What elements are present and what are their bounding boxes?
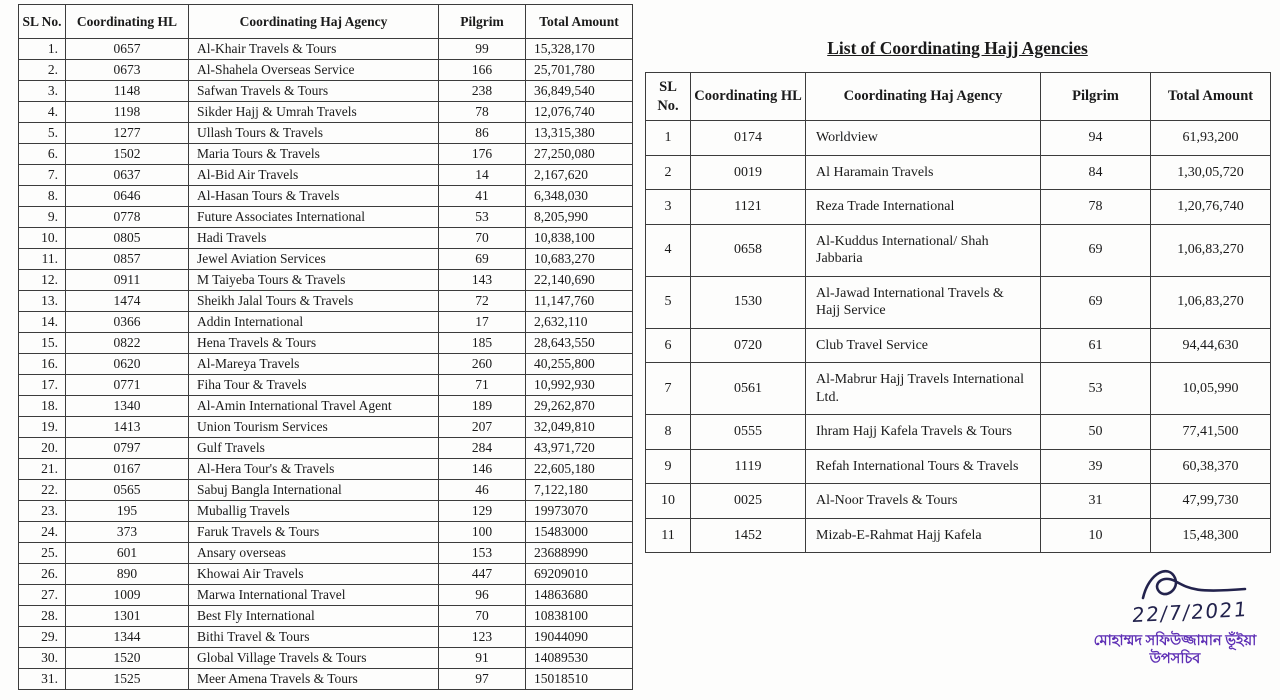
hl-cell: 1009 [66,585,189,606]
sl-cell: 11. [19,249,66,270]
table-row [19,123,633,144]
hl-cell: 0778 [66,207,189,228]
right-table-title: List of Coordinating Hajj Agencies [827,38,1088,58]
agency-cell: Sabuj Bangla International [189,480,439,501]
agency-cell: Al-Hera Tour's & Travels [189,459,439,480]
hl-cell: 601 [66,543,189,564]
amount-cell: 2,167,620 [526,165,633,186]
table-row [19,669,633,690]
amount-cell: 10,683,270 [526,249,633,270]
signature-block [1075,562,1275,668]
hl-cell: 0673 [66,60,189,81]
amount-cell: 15483000 [526,522,633,543]
agency-cell: Ullash Tours & Travels [189,123,439,144]
right-header-pilgrim: Pilgrim [1041,73,1151,121]
left-agency-table [18,4,633,690]
amount-cell: 43,971,720 [526,438,633,459]
left-header-coordinating-hl: Coordinating HL [66,5,189,39]
pilgrim-cell: 100 [439,522,526,543]
hl-cell: 0637 [66,165,189,186]
sl-cell: 10. [19,228,66,249]
pilgrim-cell: 31 [1041,484,1151,519]
table-row [19,186,633,207]
sl-cell: 23. [19,501,66,522]
agency-cell: Ansary overseas [189,543,439,564]
pilgrim-cell: 53 [439,207,526,228]
right-table-header-row [646,73,1271,121]
amount-cell: 40,255,800 [526,354,633,375]
hl-cell: 0771 [66,375,189,396]
amount-cell: 1,30,05,720 [1151,155,1271,190]
hl-cell: 1452 [691,518,806,553]
amount-cell: 60,38,370 [1151,449,1271,484]
amount-cell: 10,05,990 [1151,363,1271,415]
sl-cell: 2 [646,155,691,190]
table-row [19,270,633,291]
sl-cell: 27. [19,585,66,606]
left-table-header-row [19,5,633,39]
agency-cell: Hadi Travels [189,228,439,249]
table-row [19,522,633,543]
amount-cell: 69209010 [526,564,633,585]
agency-cell: Addin International [189,312,439,333]
amount-cell: 36,849,540 [526,81,633,102]
table-row [646,363,1271,415]
right-header-coordinating-hl: Coordinating HL [691,73,806,121]
amount-cell: 11,147,760 [526,291,633,312]
agency-cell: Bithi Travel & Tours [189,627,439,648]
table-row [19,249,633,270]
amount-cell: 19973070 [526,501,633,522]
sl-cell: 17. [19,375,66,396]
table-row [19,648,633,669]
sl-cell: 18. [19,396,66,417]
hl-cell: 0019 [691,155,806,190]
table-row [19,312,633,333]
table-row [19,585,633,606]
sl-cell: 16. [19,354,66,375]
agency-cell: Al-Amin International Travel Agent [189,396,439,417]
agency-cell: M Taiyeba Tours & Travels [189,270,439,291]
hl-cell: 0646 [66,186,189,207]
amount-cell: 15,328,170 [526,39,633,60]
hl-cell: 0025 [691,484,806,519]
sl-cell: 5. [19,123,66,144]
amount-cell: 1,06,83,270 [1151,276,1271,328]
pilgrim-cell: 96 [439,585,526,606]
right-header-total-amount: Total Amount [1151,73,1271,121]
left-header-sl-no: SL No. [19,5,66,39]
amount-cell: 10,992,930 [526,375,633,396]
sl-cell: 1. [19,39,66,60]
right-agency-table [645,72,1271,553]
right-header-sl-no: SL No. [646,73,691,121]
hl-cell: 0720 [691,328,806,363]
sl-cell: 3 [646,190,691,225]
pilgrim-cell: 189 [439,396,526,417]
hl-cell: 0620 [66,354,189,375]
hl-cell: 0822 [66,333,189,354]
agency-cell: Mizab-E-Rahmat Hajj Kafela [806,518,1041,553]
hl-cell: 1413 [66,417,189,438]
pilgrim-cell: 78 [439,102,526,123]
pilgrim-cell: 17 [439,312,526,333]
hl-cell: 0657 [66,39,189,60]
amount-cell: 25,701,780 [526,60,633,81]
agency-cell: Fiha Tour & Travels [189,375,439,396]
pilgrim-cell: 91 [439,648,526,669]
pilgrim-cell: 238 [439,81,526,102]
sl-cell: 15. [19,333,66,354]
table-row [19,606,633,627]
table-row [19,627,633,648]
table-row [19,291,633,312]
official-stamp [1075,632,1275,668]
sl-cell: 6. [19,144,66,165]
agency-cell: Best Fly International [189,606,439,627]
pilgrim-cell: 46 [439,480,526,501]
pilgrim-cell: 71 [439,375,526,396]
sl-cell: 26. [19,564,66,585]
pilgrim-cell: 39 [1041,449,1151,484]
amount-cell: 61,93,200 [1151,121,1271,156]
agency-cell: Al-Bid Air Travels [189,165,439,186]
amount-cell: 14863680 [526,585,633,606]
pilgrim-cell: 50 [1041,415,1151,450]
hl-cell: 1525 [66,669,189,690]
pilgrim-cell: 143 [439,270,526,291]
hl-cell: 1502 [66,144,189,165]
table-row [19,60,633,81]
agency-cell: Al-Khair Travels & Tours [189,39,439,60]
hl-cell: 0561 [691,363,806,415]
amount-cell: 94,44,630 [1151,328,1271,363]
sl-cell: 30. [19,648,66,669]
right-agency-table-section [645,72,1270,553]
sl-cell: 8 [646,415,691,450]
agency-cell: Sheikh Jalal Tours & Travels [189,291,439,312]
agency-cell: Khowai Air Travels [189,564,439,585]
table-row [19,564,633,585]
agency-cell: Worldview [806,121,1041,156]
table-row [19,480,633,501]
table-row [646,224,1271,276]
sl-cell: 25. [19,543,66,564]
hl-cell: 1474 [66,291,189,312]
agency-cell: Meer Amena Travels & Tours [189,669,439,690]
sl-cell: 13. [19,291,66,312]
pilgrim-cell: 176 [439,144,526,165]
pilgrim-cell: 78 [1041,190,1151,225]
sl-cell: 7 [646,363,691,415]
sl-cell: 21. [19,459,66,480]
hl-cell: 373 [66,522,189,543]
pilgrim-cell: 53 [1041,363,1151,415]
sl-cell: 9 [646,449,691,484]
pilgrim-cell: 129 [439,501,526,522]
hl-cell: 0658 [691,224,806,276]
sl-cell: 3. [19,81,66,102]
sl-cell: 24. [19,522,66,543]
pilgrim-cell: 69 [1041,276,1151,328]
table-row [646,484,1271,519]
pilgrim-cell: 70 [439,228,526,249]
pilgrim-cell: 97 [439,669,526,690]
hl-cell: 195 [66,501,189,522]
table-row [19,102,633,123]
agency-cell: Sikder Hajj & Umrah Travels [189,102,439,123]
sl-cell: 4. [19,102,66,123]
sl-cell: 29. [19,627,66,648]
hl-cell: 1198 [66,102,189,123]
amount-cell: 19044090 [526,627,633,648]
table-row [19,501,633,522]
hl-cell: 0857 [66,249,189,270]
hl-cell: 0805 [66,228,189,249]
agency-cell: Maria Tours & Travels [189,144,439,165]
sl-cell: 4 [646,224,691,276]
pilgrim-cell: 99 [439,39,526,60]
agency-cell: Al-Noor Travels & Tours [806,484,1041,519]
sl-cell: 28. [19,606,66,627]
amount-cell: 6,348,030 [526,186,633,207]
amount-cell: 15,48,300 [1151,518,1271,553]
handwritten-date: 22/7/2021 [1130,596,1250,628]
stamp-officer-designation: উপসচিব [1149,651,1201,668]
agency-cell: Faruk Travels & Tours [189,522,439,543]
sl-cell: 14. [19,312,66,333]
pilgrim-cell: 166 [439,60,526,81]
hl-cell: 0911 [66,270,189,291]
sl-cell: 1 [646,121,691,156]
pilgrim-cell: 284 [439,438,526,459]
amount-cell: 47,99,730 [1151,484,1271,519]
agency-cell: Refah International Tours & Travels [806,449,1041,484]
table-row [19,207,633,228]
pilgrim-cell: 10 [1041,518,1151,553]
left-agency-table-section [18,4,632,690]
hl-cell: 1530 [691,276,806,328]
pilgrim-cell: 61 [1041,328,1151,363]
pilgrim-cell: 153 [439,543,526,564]
pilgrim-cell: 207 [439,417,526,438]
table-row [19,543,633,564]
table-row [646,518,1271,553]
hl-cell: 1520 [66,648,189,669]
agency-cell: Al Haramain Travels [806,155,1041,190]
agency-cell: Al-Mareya Travels [189,354,439,375]
table-row [646,121,1271,156]
pilgrim-cell: 86 [439,123,526,144]
table-row [646,155,1271,190]
table-row [646,328,1271,363]
table-row [19,417,633,438]
amount-cell: 1,20,76,740 [1151,190,1271,225]
agency-cell: Al-Shahela Overseas Service [189,60,439,81]
table-row [646,415,1271,450]
hl-cell: 0797 [66,438,189,459]
sl-cell: 10 [646,484,691,519]
table-row [19,459,633,480]
agency-cell: Al-Hasan Tours & Travels [189,186,439,207]
hl-cell: 0167 [66,459,189,480]
sl-cell: 19. [19,417,66,438]
sl-cell: 12. [19,270,66,291]
amount-cell: 23688990 [526,543,633,564]
agency-cell: Jewel Aviation Services [189,249,439,270]
pilgrim-cell: 70 [439,606,526,627]
sl-cell: 11 [646,518,691,553]
amount-cell: 10838100 [526,606,633,627]
pilgrim-cell: 447 [439,564,526,585]
pilgrim-cell: 94 [1041,121,1151,156]
sl-cell: 7. [19,165,66,186]
left-header-agency: Coordinating Haj Agency [189,5,439,39]
table-row [19,81,633,102]
pilgrim-cell: 69 [439,249,526,270]
table-row [646,276,1271,328]
agency-cell: Gulf Travels [189,438,439,459]
amount-cell: 77,41,500 [1151,415,1271,450]
pilgrim-cell: 41 [439,186,526,207]
amount-cell: 28,643,550 [526,333,633,354]
hl-cell: 0366 [66,312,189,333]
hl-cell: 1121 [691,190,806,225]
amount-cell: 2,632,110 [526,312,633,333]
hl-cell: 1119 [691,449,806,484]
sl-cell: 6 [646,328,691,363]
amount-cell: 14089530 [526,648,633,669]
agency-cell: Marwa International Travel [189,585,439,606]
hl-cell: 1148 [66,81,189,102]
table-row [19,165,633,186]
table-row [19,228,633,249]
left-header-total-amount: Total Amount [526,5,633,39]
sl-cell: 31. [19,669,66,690]
amount-cell: 13,315,380 [526,123,633,144]
table-row [19,144,633,165]
agency-cell: Future Associates International [189,207,439,228]
agency-cell: Muballig Travels [189,501,439,522]
pilgrim-cell: 14 [439,165,526,186]
pilgrim-cell: 185 [439,333,526,354]
table-row [19,375,633,396]
table-row [19,354,633,375]
agency-cell: Hena Travels & Tours [189,333,439,354]
amount-cell: 32,049,810 [526,417,633,438]
amount-cell: 1,06,83,270 [1151,224,1271,276]
hl-cell: 1340 [66,396,189,417]
table-row [646,449,1271,484]
table-row [19,39,633,60]
pilgrim-cell: 146 [439,459,526,480]
amount-cell: 12,076,740 [526,102,633,123]
agency-cell: Safwan Travels & Tours [189,81,439,102]
pilgrim-cell: 260 [439,354,526,375]
hl-cell: 1277 [66,123,189,144]
agency-cell: Al-Mabrur Hajj Travels International Ltd. [806,363,1041,415]
amount-cell: 29,262,870 [526,396,633,417]
hl-cell: 0174 [691,121,806,156]
amount-cell: 8,205,990 [526,207,633,228]
sl-cell: 22. [19,480,66,501]
sl-cell: 5 [646,276,691,328]
amount-cell: 10,838,100 [526,228,633,249]
agency-cell: Al-Jawad International Travels & Hajj Service [806,276,1041,328]
amount-cell: 22,605,180 [526,459,633,480]
agency-cell: Al-Kuddus International/ Shah Jabbaria [806,224,1041,276]
agency-cell: Ihram Hajj Kafela Travels & Tours [806,415,1041,450]
hl-cell: 0555 [691,415,806,450]
sl-cell: 2. [19,60,66,81]
amount-cell: 27,250,080 [526,144,633,165]
pilgrim-cell: 72 [439,291,526,312]
amount-cell: 22,140,690 [526,270,633,291]
right-header-agency: Coordinating Haj Agency [806,73,1041,121]
amount-cell: 7,122,180 [526,480,633,501]
hl-cell: 890 [66,564,189,585]
pilgrim-cell: 84 [1041,155,1151,190]
agency-cell: Union Tourism Services [189,417,439,438]
sl-cell: 20. [19,438,66,459]
sl-cell: 9. [19,207,66,228]
sl-cell: 8. [19,186,66,207]
pilgrim-cell: 69 [1041,224,1151,276]
hl-cell: 0565 [66,480,189,501]
amount-cell: 15018510 [526,669,633,690]
agency-cell: Club Travel Service [806,328,1041,363]
stamp-officer-name: মোহাম্মদ সফিউজ্জামান ভূঁইয়া [1093,633,1257,649]
table-row [19,438,633,459]
hl-cell: 1344 [66,627,189,648]
pilgrim-cell: 123 [439,627,526,648]
table-row [19,333,633,354]
table-row [19,396,633,417]
hl-cell: 1301 [66,606,189,627]
table-row [646,190,1271,225]
left-header-pilgrim: Pilgrim [439,5,526,39]
agency-cell: Global Village Travels & Tours [189,648,439,669]
agency-cell: Reza Trade International [806,190,1041,225]
